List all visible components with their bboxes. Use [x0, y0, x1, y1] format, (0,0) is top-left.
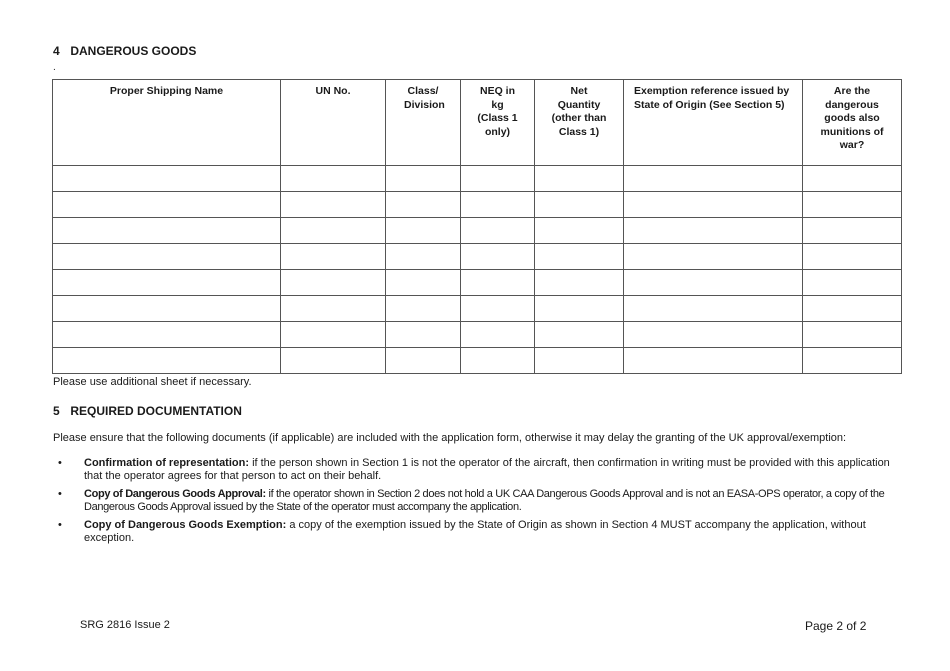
- table-row: [53, 192, 902, 218]
- cell-net-quantity[interactable]: [535, 270, 624, 296]
- cell-munitions-of-war[interactable]: [803, 322, 902, 348]
- cell-neq[interactable]: [461, 218, 535, 244]
- cell-shipping-name[interactable]: [53, 244, 281, 270]
- cell-exemption-ref[interactable]: [624, 192, 803, 218]
- col-header-un-no: UN No.: [281, 80, 386, 166]
- cell-exemption-ref[interactable]: [624, 322, 803, 348]
- cell-munitions-of-war[interactable]: [803, 244, 902, 270]
- list-item: [53, 457, 903, 483]
- cell-shipping-name[interactable]: [53, 296, 281, 322]
- cell-shipping-name[interactable]: [53, 166, 281, 192]
- item-label: Confirmation of representation:: [84, 457, 250, 469]
- cell-class-division[interactable]: [386, 192, 461, 218]
- col-header-munitions-of-war: Are the dangerous goods also munitions of war?: [803, 80, 902, 166]
- cell-exemption-ref[interactable]: [624, 296, 803, 322]
- cell-class-division[interactable]: [386, 244, 461, 270]
- cell-shipping-name[interactable]: [53, 270, 281, 296]
- cell-exemption-ref[interactable]: [624, 270, 803, 296]
- item-label: Copy of Dangerous Goods Approval:: [84, 488, 266, 500]
- table-row: [53, 166, 902, 192]
- cell-munitions-of-war[interactable]: [803, 296, 902, 322]
- col-header-neq: NEQ in kg (Class 1 only): [461, 80, 535, 166]
- cell-class-division[interactable]: [386, 322, 461, 348]
- documentation-intro: Please ensure that the following documents (if applicable) are included with the application form, otherwise it may delay the granting of the UK approval/exemption:: [53, 432, 847, 444]
- item-text: if the operator shown in Section 2 does not hold a UK CAA Dangerous Goods Approval and is not an EASA-OPS operator, a copy of the Dangerous Goods Approval issued by the State of the operator must accompany the application.: [84, 488, 885, 513]
- cell-un-no[interactable]: [281, 166, 386, 192]
- section-4-number: 4: [53, 44, 60, 58]
- bullet-glyph: •: [58, 457, 62, 469]
- cell-un-no[interactable]: [281, 322, 386, 348]
- cell-exemption-ref[interactable]: [624, 166, 803, 192]
- item-text: if the person shown in Section 1 is not the operator of the aircraft, then confirmation in writing must be provided with this application that the operator agrees for that person to act on their behalf.: [84, 457, 890, 482]
- cell-un-no[interactable]: [281, 296, 386, 322]
- cell-un-no[interactable]: [281, 244, 386, 270]
- bullet-glyph: •: [58, 488, 62, 500]
- cell-net-quantity[interactable]: [535, 244, 624, 270]
- section-5-number: 5: [53, 404, 60, 418]
- cell-exemption-ref[interactable]: [624, 348, 803, 374]
- col-header-exemption-reference: Exemption reference issued by State of Origin (See Section 5): [624, 80, 803, 166]
- cell-munitions-of-war[interactable]: [803, 270, 902, 296]
- cell-munitions-of-war[interactable]: [803, 348, 902, 374]
- cell-shipping-name[interactable]: [53, 348, 281, 374]
- section-4-title: DANGEROUS GOODS: [70, 44, 197, 58]
- bullet-glyph: •: [58, 519, 62, 531]
- table-row: [53, 270, 902, 296]
- cell-neq[interactable]: [461, 322, 535, 348]
- cell-net-quantity[interactable]: [535, 192, 624, 218]
- cell-class-division[interactable]: [386, 218, 461, 244]
- additional-sheet-note: Please use additional sheet if necessary.: [53, 376, 252, 388]
- cell-class-division[interactable]: [386, 296, 461, 322]
- cell-munitions-of-war[interactable]: [803, 192, 902, 218]
- cell-net-quantity[interactable]: [535, 166, 624, 192]
- cell-net-quantity[interactable]: [535, 322, 624, 348]
- list-item: [53, 488, 903, 514]
- table-row: [53, 218, 902, 244]
- col-header-proper-shipping-name: Proper Shipping Name: [53, 80, 281, 166]
- section-4-heading: [53, 44, 196, 58]
- page-number: Page 2 of 2: [805, 619, 867, 633]
- section-5-heading: [53, 404, 242, 418]
- item-text: a copy of the exemption issued by the State of Origin as shown in Section 4 MUST accompany the application, without exception.: [84, 519, 866, 544]
- col-header-net-quantity: Net Quantity (other than Class 1): [535, 80, 624, 166]
- cell-class-division[interactable]: [386, 348, 461, 374]
- required-documents-list: [53, 457, 903, 550]
- table-row: [53, 244, 902, 270]
- cell-neq[interactable]: [461, 192, 535, 218]
- item-label: Copy of Dangerous Goods Exemption:: [84, 519, 287, 531]
- cell-net-quantity[interactable]: [535, 296, 624, 322]
- cell-class-division[interactable]: [386, 270, 461, 296]
- cell-exemption-ref[interactable]: [624, 218, 803, 244]
- table-row: [53, 348, 902, 374]
- table-header-row: [53, 80, 902, 166]
- list-item: [53, 519, 903, 545]
- section-5-title: REQUIRED DOCUMENTATION: [70, 404, 242, 418]
- table-row: [53, 296, 902, 322]
- cell-munitions-of-war[interactable]: [803, 166, 902, 192]
- cell-un-no[interactable]: [281, 270, 386, 296]
- cell-shipping-name[interactable]: [53, 322, 281, 348]
- cell-munitions-of-war[interactable]: [803, 218, 902, 244]
- dangerous-goods-table: [52, 79, 902, 374]
- cell-shipping-name[interactable]: [53, 218, 281, 244]
- cell-neq[interactable]: [461, 244, 535, 270]
- cell-net-quantity[interactable]: [535, 348, 624, 374]
- cell-un-no[interactable]: [281, 218, 386, 244]
- stray-dot: .: [53, 62, 56, 73]
- cell-exemption-ref[interactable]: [624, 244, 803, 270]
- cell-class-division[interactable]: [386, 166, 461, 192]
- cell-net-quantity[interactable]: [535, 218, 624, 244]
- table-row: [53, 322, 902, 348]
- cell-neq[interactable]: [461, 166, 535, 192]
- cell-neq[interactable]: [461, 348, 535, 374]
- cell-un-no[interactable]: [281, 348, 386, 374]
- cell-neq[interactable]: [461, 296, 535, 322]
- cell-neq[interactable]: [461, 270, 535, 296]
- cell-un-no[interactable]: [281, 192, 386, 218]
- cell-shipping-name[interactable]: [53, 192, 281, 218]
- document-reference: SRG 2816 Issue 2: [80, 619, 170, 631]
- col-header-class-division: Class/ Division: [386, 80, 461, 166]
